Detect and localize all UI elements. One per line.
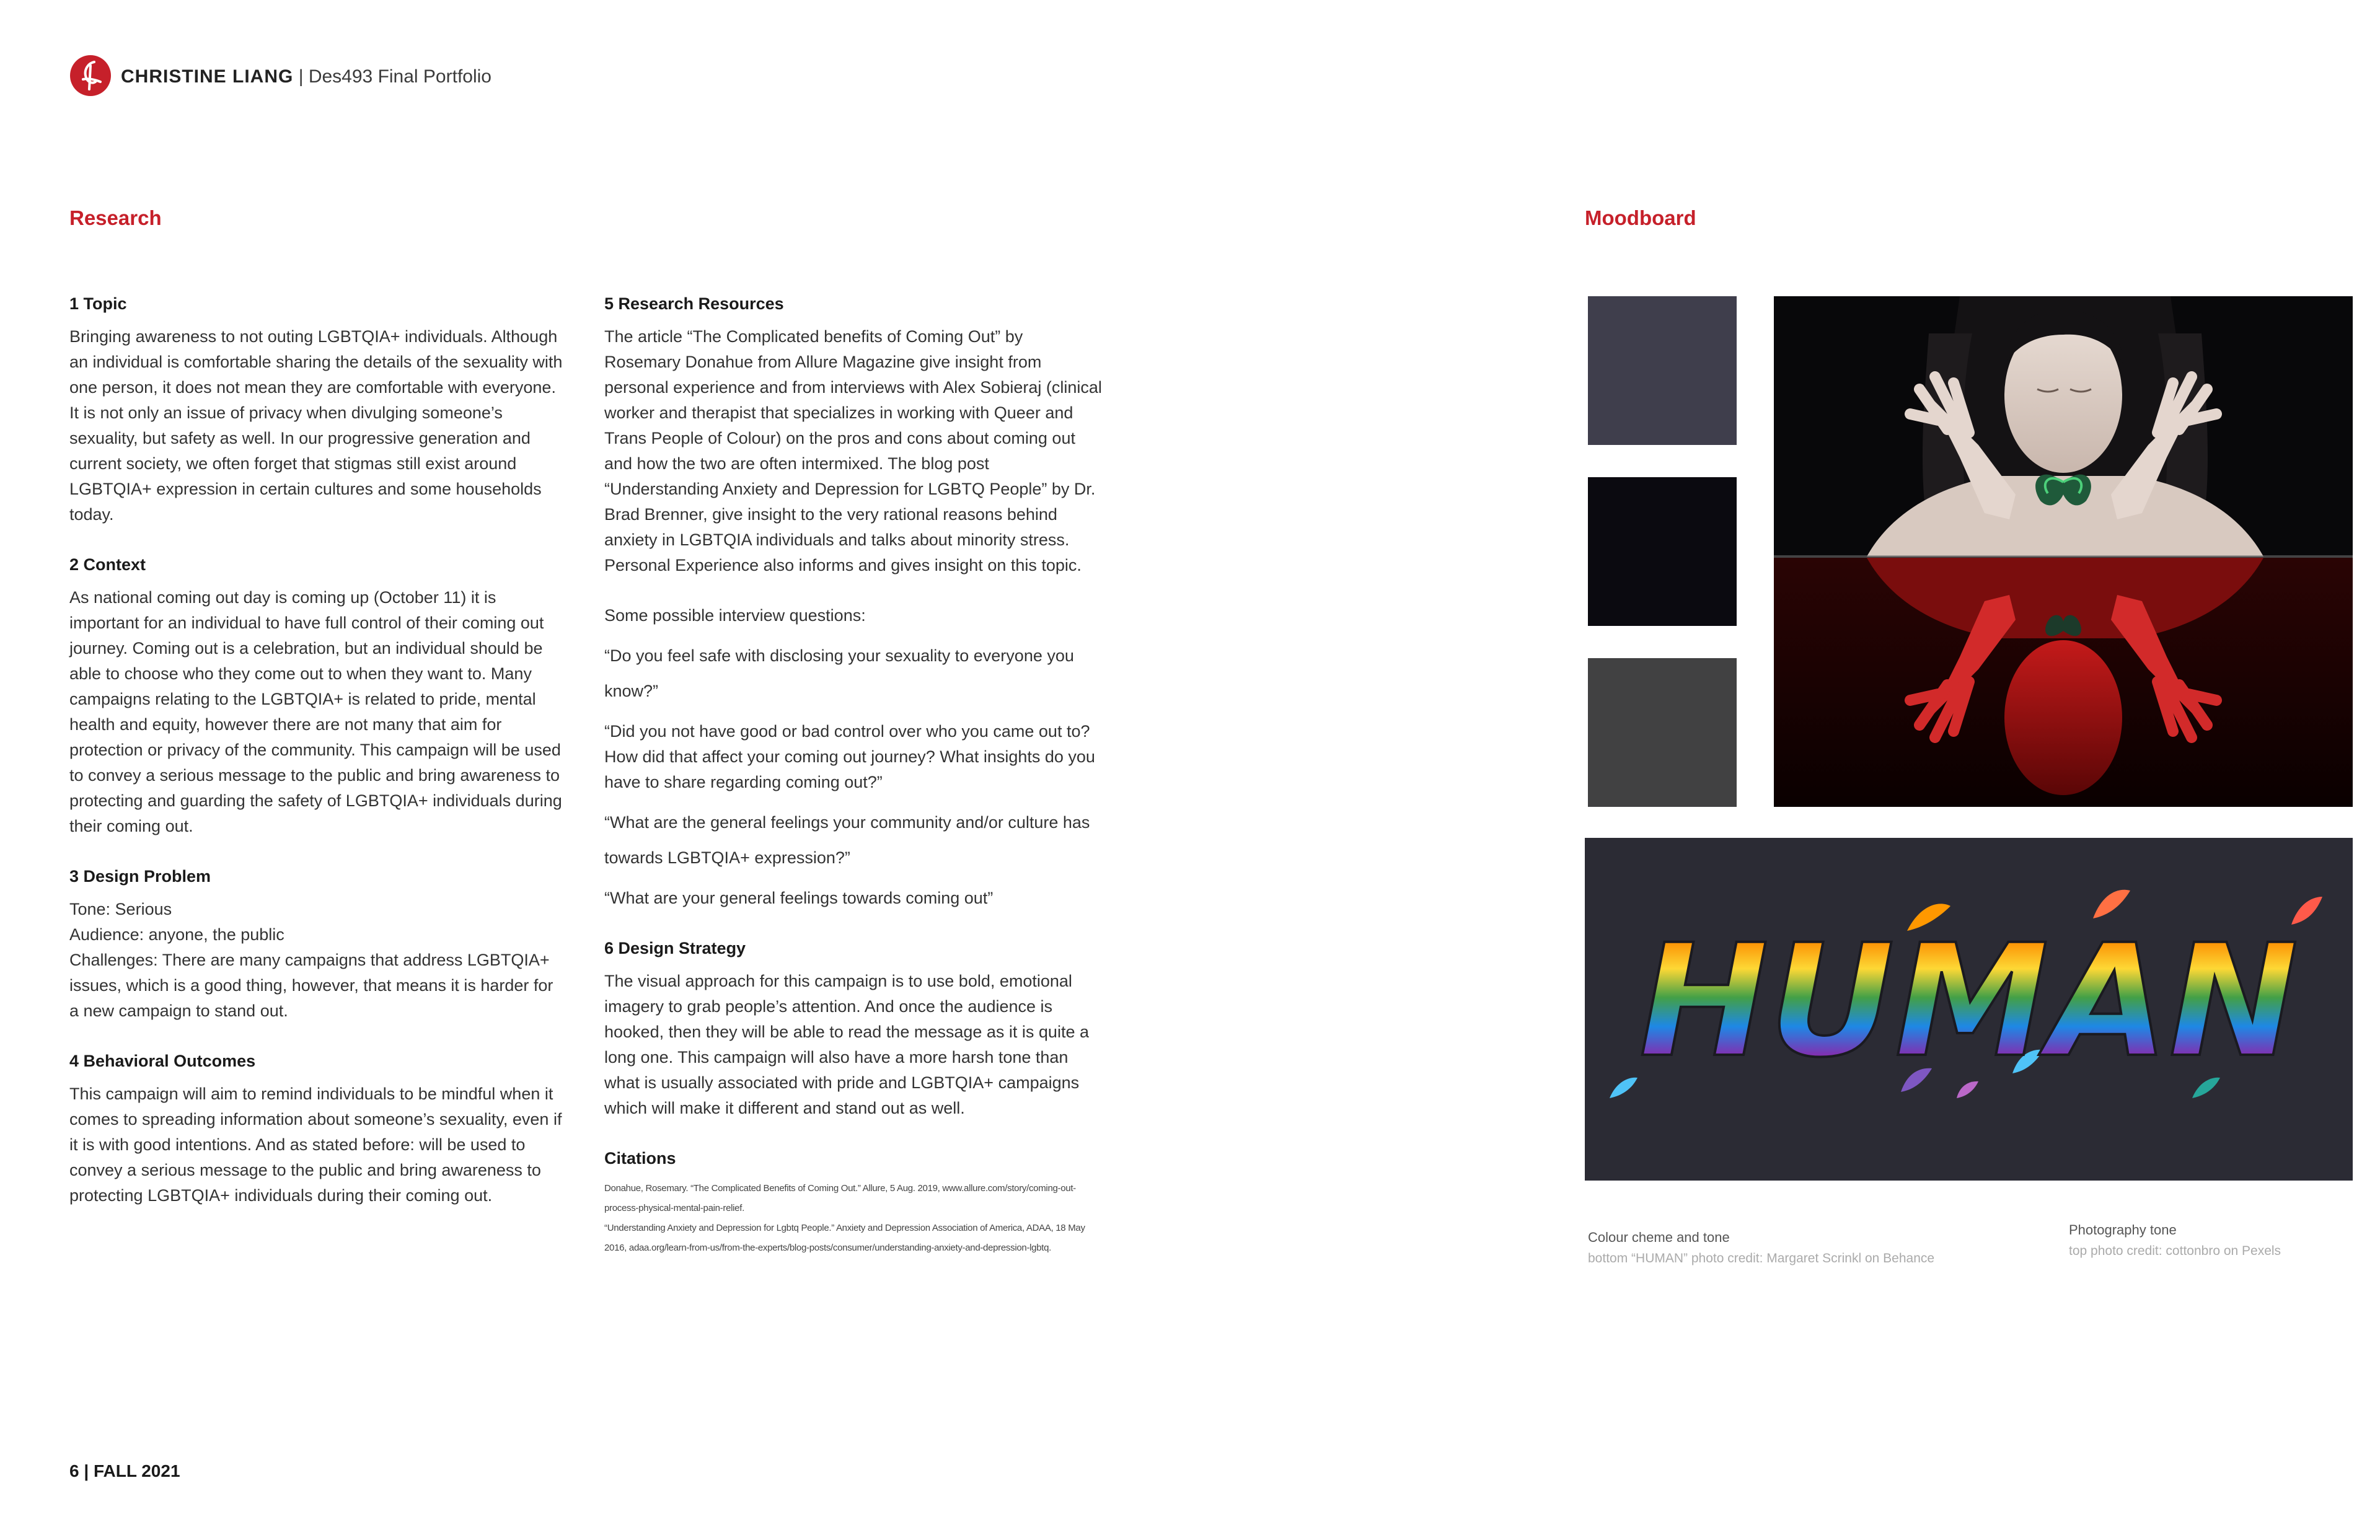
research-heading: Research [69, 206, 162, 229]
portfolio-subtitle: Des493 Final Portfolio [308, 66, 491, 87]
interview-question: “Do you feel safe with disclosing your sexuality to everyone you know?” [604, 646, 1074, 700]
tone-line: Tone: Serious [69, 900, 172, 918]
portrait-photo [1774, 296, 2353, 807]
context-title: 2 Context [69, 555, 146, 574]
human-photo-credit: bottom “HUMAN” photo credit: Margaret Scrinkl on Behance [1588, 1251, 1935, 1265]
topic-title: 1 Topic [69, 294, 127, 313]
interview-question: “What are your general feelings towards coming out” [604, 889, 994, 907]
audience-line: Audience: anyone, the public [69, 925, 284, 944]
logo-icon [69, 55, 112, 97]
design-problem-title: 3 Design Problem [69, 867, 211, 886]
behavioral-outcomes-text: This campaign will aim to remind individuals to be mindful when it comes to spreading information about someone’s sexuality, even if it is with good intentions. And as stated before: will be used to convey a serious message to the public and bring awareness to protecting LGBTQIA+ individuals during their coming out. [69, 1085, 562, 1205]
challenges-line: Challenges: There are many campaigns that address LGBTQIA+ issues, which is a good thing, however, that means it is harder for a new campaign to stand out. [69, 951, 553, 1020]
questions-intro: Some possible interview questions: [604, 606, 866, 625]
research-column-1 [69, 291, 565, 1233]
citation-entry: Donahue, Rosemary. “The Complicated Benefits of Coming Out.” Allure, 5 Aug. 2019, www.allure.com/story/coming-out-process-physical-mental-pain-relief. [604, 1183, 1076, 1213]
research-resources-title: 5 Research Resources [604, 294, 784, 313]
citations-title: Citations [604, 1149, 676, 1168]
color-swatch-black [1588, 477, 1737, 626]
swatch-caption-title: Colour cheme and tone [1588, 1230, 1730, 1245]
human-word: HUMAN [1639, 911, 2299, 1091]
research-column-2 [604, 291, 1103, 1258]
research-resources-text: The article “The Complicated benefits of Coming Out” by Rosemary Donahue from Allure Magazine give insight from personal experience and from interviews with Alex Sobieraj (clinical worker and therapist that specializes in working with Queer and Trans People of Colour) on the pros and cons about coming out and how the two are often intermixed. The blog post “Understanding Anxiety and Depression for LGBTQ People” by Dr. Brad Brenner, give insight to the very rational reasons behind anxiety in LGBTQIA individuals and talks about minority stress. Personal Experience also informs and gives insight on this topic. [604, 327, 1102, 574]
design-strategy-title: 6 Design Strategy [604, 939, 746, 957]
behavioral-outcomes-title: 4 Behavioral Outcomes [69, 1052, 256, 1070]
design-strategy-text: The visual approach for this campaign is to use bold, emotional imagery to grab people’s attention. And once the audience is hooked, then they will be able to read the message as it is quite a long one. This campaign will also have a more harsh tone than what is usually associated with pride and LGBTQIA+ campaigns which will make it different and stand out as well. [604, 972, 1089, 1117]
portrait-photo-credit: top photo credit: cottonbro on Pexels [2069, 1244, 2281, 1258]
photo-caption [2069, 1220, 2281, 1262]
color-swatch-gray [1588, 658, 1737, 807]
page-footer: 6 | FALL 2021 [69, 1461, 180, 1481]
header-separator: | [298, 66, 304, 87]
moodboard-heading: Moodboard [1585, 206, 1696, 229]
context-text: As national coming out day is coming up (October 11) it is important for an individual to have full control of their coming out journey. Coming out is a celebration, but an individual should be able to choose who they come out to when they want to. Many campaigns relating to the LGBTQIA+ is related to pride, mental health and equity, however there are not many that aim for protection or privacy of the community. This campaign will be used to convey a serious message to the public and bring awareness to protecting and guarding the safety of LGBTQIA+ individuals during their coming out. [69, 588, 562, 835]
swatch-caption [1588, 1227, 1934, 1269]
interview-question: “What are the general feelings your community and/or culture has towards LGBTQIA+ expression?” [604, 813, 1090, 867]
author-name: CHRISTINE LIANG [121, 66, 294, 87]
human-paper-art-photo [1585, 838, 2353, 1181]
color-swatch-slate [1588, 296, 1737, 445]
header [121, 64, 491, 89]
topic-text: Bringing awareness to not outing LGBTQIA+ individuals. Although an individual is comfortable sharing the details of the sexuality with one person, it does not mean they are comfortable with everyone. It is not only an issue of privacy when divulging someone’s sexuality, but safety as well. In our progressive generation and current society, we often forget that stigmas still exist around LGBTQIA+ expression in certain cultures and some households today. [69, 327, 563, 524]
citation-entry: “Understanding Anxiety and Depression for Lgbtq People.” Anxiety and Depression Association of America, ADAA, 18 May 2016, adaa.org/learn-from-us/from-the-experts/blog-posts/consumer/understanding-anxiety-and-depression-lgbtq. [604, 1223, 1085, 1253]
interview-question: “Did you not have good or bad control over who you came out to? How did that affect your coming out journey? What insights do you have to share regarding coming out?” [604, 722, 1095, 791]
photo-caption-title: Photography tone [2069, 1222, 2177, 1238]
